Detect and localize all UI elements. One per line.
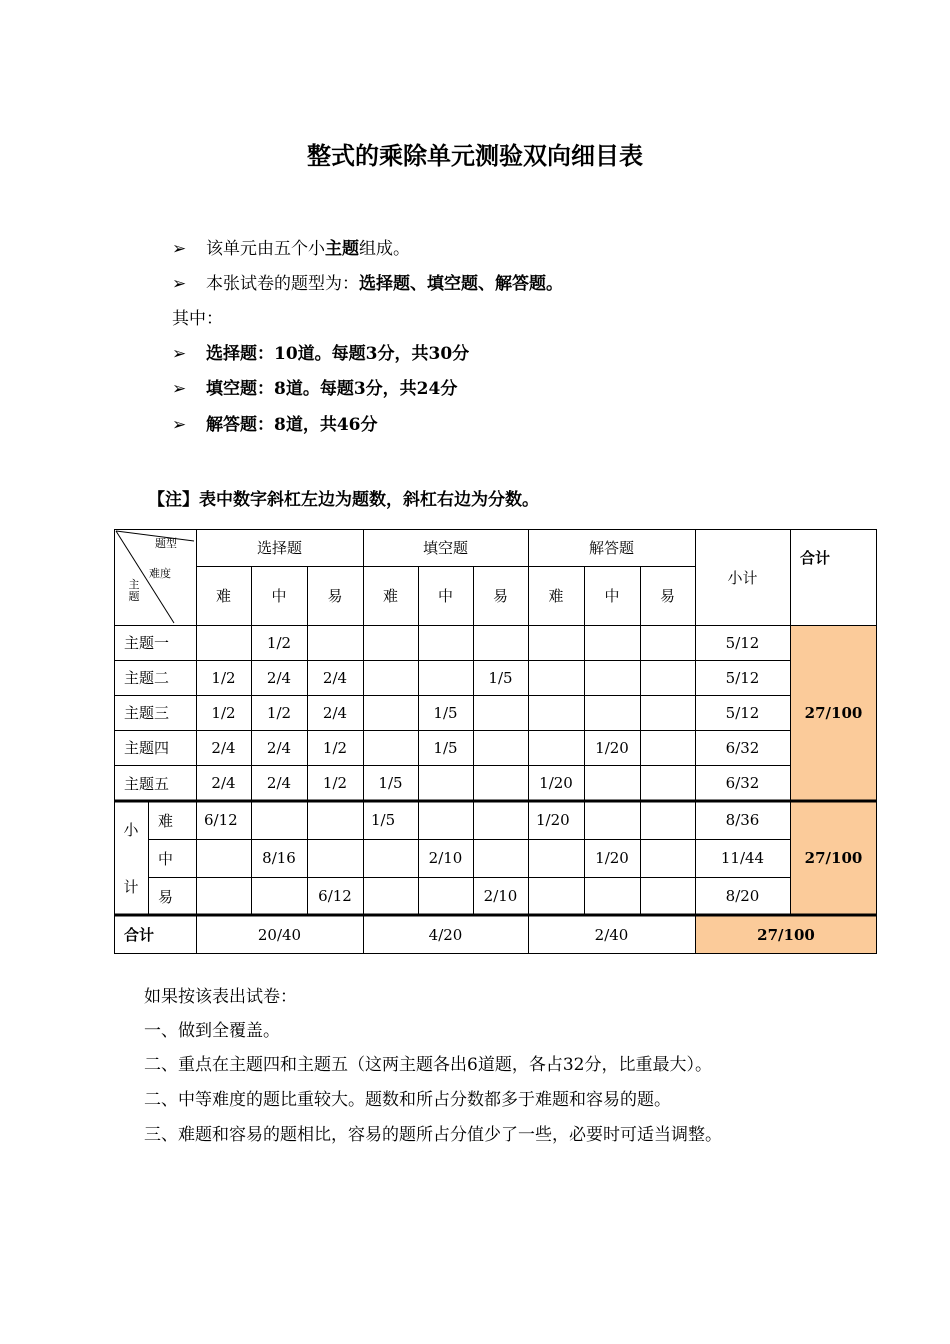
intro-among: 其中： xyxy=(172,309,223,329)
level-header: 易 xyxy=(492,587,508,605)
table-cell: 1/2 xyxy=(322,774,348,792)
table-cell: 1/20 xyxy=(595,849,629,867)
table-cell: 1/2 xyxy=(322,738,348,757)
row-label: 主题五 xyxy=(124,774,170,793)
table-cell: 1/5 xyxy=(488,668,513,687)
row-subtotal: 6/32 xyxy=(725,774,760,792)
table-cell xyxy=(418,765,473,801)
table-cell: 1/5 xyxy=(371,811,396,829)
row-subtotal: 5/12 xyxy=(725,703,760,722)
table-note: 【注】表中数字斜杠左边为题数，斜杠右边为分数。 xyxy=(148,490,539,510)
table-cell xyxy=(418,660,473,695)
corner-difficulty-label: 难度 xyxy=(149,567,171,580)
corner-topic-label xyxy=(126,575,142,607)
table-cell: 2/4 xyxy=(266,668,292,687)
intro-bullet-types: ➢ 本张试卷的题型为：选择题、填空题、解答题。 xyxy=(172,274,563,294)
table-cell: 2/10 xyxy=(428,849,463,867)
row-subtotal: 5/12 xyxy=(725,668,760,687)
level-header: 难 xyxy=(382,587,398,605)
level-subtotal: 8/20 xyxy=(725,887,760,905)
table-cell xyxy=(528,730,584,765)
table-cell xyxy=(640,730,695,765)
table-cell xyxy=(584,660,640,695)
level-label: 中 xyxy=(158,849,174,868)
table-cell: 1/5 xyxy=(433,703,458,722)
table-cell xyxy=(363,877,418,915)
table-cell xyxy=(528,877,584,915)
table-cell xyxy=(640,625,695,660)
table-cell xyxy=(196,625,251,660)
row-label: 主题三 xyxy=(124,704,170,722)
row-subtotal: 5/12 xyxy=(725,633,760,652)
group-total: 20/40 xyxy=(257,925,302,944)
total-row-label: 合计 xyxy=(124,926,155,944)
table-cell xyxy=(363,660,418,695)
level-header: 易 xyxy=(659,587,675,605)
table-cell: 1/20 xyxy=(595,738,629,757)
corner-type-label: 题型 xyxy=(155,537,177,550)
subtotal-label-char: 小 xyxy=(123,821,139,839)
arrow-bullet-icon: ➢ xyxy=(172,274,187,294)
level-header: 难 xyxy=(548,587,564,605)
table-cell xyxy=(196,877,251,915)
intro-bullet-fill: ➢ 填空题：8道。每题3分，共24分 xyxy=(172,379,458,399)
table-cell: 1/5 xyxy=(433,738,458,757)
table-cell: 6/12 xyxy=(318,887,352,905)
table-cell: 2/4 xyxy=(266,774,292,792)
table-cell xyxy=(584,695,640,730)
table-cell xyxy=(418,801,473,839)
table-cell: 2/4 xyxy=(266,738,292,757)
level-subtotal: 8/36 xyxy=(725,811,760,829)
table-cell: 1/2 xyxy=(211,668,236,687)
levels-total: 27/100 xyxy=(804,849,863,867)
table-cell: 1/2 xyxy=(266,633,292,652)
table-cell xyxy=(473,839,528,877)
table-cell xyxy=(363,695,418,730)
level-header: 难 xyxy=(215,587,231,605)
group-header: 解答题 xyxy=(588,539,634,557)
table-cell: 2/4 xyxy=(322,703,348,722)
level-subtotal: 11/44 xyxy=(720,849,765,867)
table-cell xyxy=(584,877,640,915)
table-cell: 8/16 xyxy=(262,849,296,867)
table-cell xyxy=(640,765,695,801)
table-cell: 1/20 xyxy=(539,774,573,792)
conclusion-point-3: 二、中等难度的题比重较大。题数和所占分数都多于难题和容易的题。 xyxy=(144,1090,671,1110)
table-cell xyxy=(640,839,695,877)
grand-total: 27/100 xyxy=(757,925,815,944)
subtotal-header: 小计 xyxy=(727,568,758,587)
corner-topic-char: 主 xyxy=(128,578,140,591)
table-cell: 1/2 xyxy=(211,703,236,722)
row-label: 主题二 xyxy=(124,669,170,687)
row-label: 主题一 xyxy=(124,634,170,652)
table-cell xyxy=(473,765,528,801)
document-title: 整式的乘除单元测验双向细目表 xyxy=(307,142,643,170)
table-cell: 2/4 xyxy=(322,668,348,687)
row-subtotal: 6/32 xyxy=(725,738,760,757)
topics-total: 27/100 xyxy=(804,704,863,722)
level-header: 易 xyxy=(327,587,343,605)
table-cell xyxy=(473,801,528,839)
table-cell xyxy=(418,625,473,660)
conclusion-point-1: 一、做到全覆盖。 xyxy=(144,1021,280,1041)
table-cell xyxy=(363,730,418,765)
two-way-spec-table xyxy=(114,529,877,954)
level-header: 中 xyxy=(271,587,287,605)
table-cell: 1/2 xyxy=(266,703,292,722)
conclusion-point-4: 三、难题和容易的题相比，容易的题所占分值少了一些，必要时可适当调整。 xyxy=(144,1125,722,1145)
table-cell xyxy=(640,695,695,730)
level-label: 易 xyxy=(158,887,174,906)
level-header: 中 xyxy=(604,587,620,605)
table-cell: 1/20 xyxy=(536,811,570,829)
table-cell: 2/4 xyxy=(211,738,236,757)
intro-bullet-topics: ➢ 该单元由五个小主题组成。 xyxy=(172,239,410,259)
table-cell xyxy=(251,801,307,839)
table-cell xyxy=(473,695,528,730)
intro-bullet-choice: ➢ 选择题：10道。每题3分，共30分 xyxy=(172,344,470,364)
arrow-bullet-icon: ➢ xyxy=(172,379,187,399)
group-header: 填空题 xyxy=(422,539,468,557)
conclusion-intro: 如果按该表出试卷： xyxy=(144,987,297,1007)
arrow-bullet-icon: ➢ xyxy=(172,415,187,435)
table-cell xyxy=(196,839,251,877)
table-cell xyxy=(363,625,418,660)
arrow-bullet-icon: ➢ xyxy=(172,239,187,259)
table-cell xyxy=(640,660,695,695)
table-cell xyxy=(528,660,584,695)
table-cell xyxy=(584,801,640,839)
table-cell xyxy=(363,839,418,877)
table-cell xyxy=(307,625,363,660)
level-label: 难 xyxy=(158,811,174,830)
table-cell xyxy=(640,801,695,839)
table-cell: 6/12 xyxy=(204,811,238,829)
group-total: 4/20 xyxy=(428,925,463,944)
row-label: 主题四 xyxy=(124,739,170,757)
subtotal-label-char: 计 xyxy=(123,878,139,896)
table-cell xyxy=(473,730,528,765)
arrow-bullet-icon: ➢ xyxy=(172,344,187,364)
table-cell xyxy=(528,839,584,877)
table-cell xyxy=(640,877,695,915)
group-header: 选择题 xyxy=(256,539,302,557)
group-total: 2/40 xyxy=(594,925,629,944)
table-cell xyxy=(251,877,307,915)
intro-bullet-answer: ➢ 解答题：8道，共46分 xyxy=(172,415,378,435)
conclusion-point-2: 二、重点在主题四和主题五（这两主题各出6道题，各占32分，比重最大）。 xyxy=(144,1055,712,1075)
table-cell xyxy=(528,695,584,730)
table-cell: 1/5 xyxy=(378,774,403,792)
table-cell xyxy=(584,765,640,801)
corner-topic-char: 题 xyxy=(128,590,140,603)
total-header: 合计 xyxy=(800,549,831,567)
table-cell xyxy=(584,625,640,660)
level-header: 中 xyxy=(437,587,453,605)
table-cell: 2/10 xyxy=(483,887,518,905)
table-cell xyxy=(307,839,363,877)
table-cell: 2/4 xyxy=(211,774,236,792)
table-cell xyxy=(307,801,363,839)
table-cell xyxy=(418,877,473,915)
table-cell xyxy=(473,625,528,660)
table-cell xyxy=(528,625,584,660)
